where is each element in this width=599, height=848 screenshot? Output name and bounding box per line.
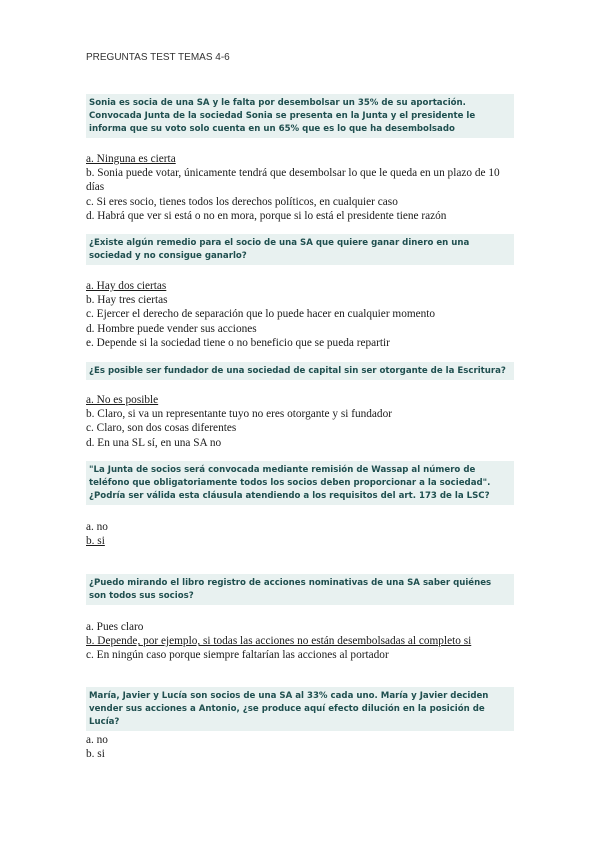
option-1b: b. Sonia puede votar, únicamente tendrá que desembolsar lo que le queda en un plazo de 10 días [86, 167, 500, 194]
options-5 [86, 620, 516, 663]
option-1d: d. Habrá que ver si está o no en mora, porque si lo está el presidente tiene razón [86, 209, 447, 222]
options-4 [86, 520, 516, 548]
option-6b: b. si [86, 748, 105, 761]
option-2a: a. Hay dos ciertas [86, 280, 167, 292]
question-4: "La Junta de socios será convocada mediante remisión de Wassap al número de teléfono que obligatoriamente todos los socios deben proporcionar a la sociedad". ¿Podría ser válida esta cláusula atendiendo a los requisitos del art. 173 de la LSC? [86, 461, 514, 505]
question-5: ¿Puedo mirando el libro registro de acciones nominativas de una SA saber quiénes son todos sus socios? [86, 574, 514, 605]
question-2: ¿Existe algún remedio para el socio de una SA que quiere ganar dinero en una sociedad y no consigue ganarlo? [86, 234, 514, 265]
document-title: PREGUNTAS TEST TEMAS 4-6 [86, 52, 230, 63]
question-1: Sonia es socia de una SA y le falta por desembolsar un 35% de su aportación. Convocada Junta de la sociedad Sonia se presenta en la Junta y el presidente le informa que su voto solo cuenta en un 65% que es lo que ha desembolsado [86, 94, 514, 138]
option-3a: a. No es posible [86, 394, 159, 406]
option-2c: c. Ejercer el derecho de separación que lo puede hacer en cualquier momento [86, 308, 436, 321]
option-3c: c. Claro, son dos cosas diferentes [86, 422, 237, 435]
option-5b: b. Depende, por ejemplo, si todas las acciones no están desembolsadas al completo si [86, 635, 472, 648]
option-3b: b. Claro, si va un representante tuyo no eres otorgante y si fundador [86, 408, 392, 421]
option-4b: b. si [86, 535, 105, 548]
option-1c: c. Si eres socio, tienes todos los derechos políticos, en cualquier caso [86, 195, 398, 208]
option-5c: c. En ningún caso porque siempre faltarían las acciones al portador [86, 649, 389, 662]
options-6 [86, 733, 516, 761]
option-2b: b. Hay tres ciertas [86, 294, 168, 307]
option-6a: a. no [86, 734, 108, 746]
options-2 [86, 279, 516, 350]
option-5a: a. Pues claro [86, 621, 144, 633]
option-3d: d. En una SL sí, en una SA no [86, 436, 222, 449]
question-6: María, Javier y Lucía son socios de una SA al 33% cada uno. María y Javier deciden vender sus acciones a Antonio, ¿se produce aquí efecto dilución en la posición de Lucía? [86, 687, 514, 731]
options-3 [86, 393, 516, 450]
option-2e: e. Depende si la sociedad tiene o no beneficio que se pueda repartir [86, 336, 390, 349]
question-3: ¿Es posible ser fundador de una sociedad de capital sin ser otorgante de la Escritura? [86, 362, 514, 380]
options-1 [86, 152, 516, 223]
option-2d: d. Hombre puede vender sus acciones [86, 322, 257, 335]
option-4a: a. no [86, 521, 108, 533]
option-1a: a. Ninguna es cierta [86, 153, 176, 165]
